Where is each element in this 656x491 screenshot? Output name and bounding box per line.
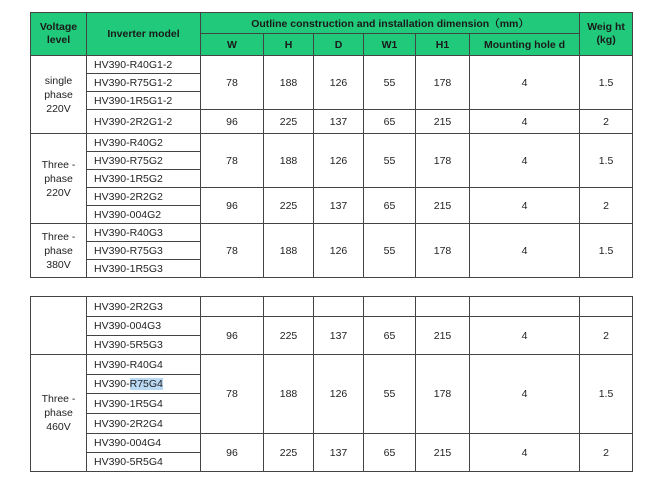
- dim-h: 225: [264, 110, 314, 134]
- dim-w: 96: [201, 188, 264, 224]
- header-voltage-level: Voltage level: [31, 13, 87, 56]
- dim-w: 78: [201, 56, 264, 110]
- dim-mounting-hole: 4: [470, 134, 580, 188]
- dim-w1: 55: [364, 224, 416, 278]
- header-w1: W1: [364, 34, 416, 56]
- model-cell: HV390-R40G2: [87, 134, 201, 152]
- model-cell: HV390-5R5G4: [87, 453, 201, 472]
- model-cell-selected[interactable]: [87, 375, 201, 394]
- dim-d: 137: [314, 317, 364, 355]
- header-inverter-model: Inverter model: [87, 13, 201, 56]
- dim-w: 78: [201, 224, 264, 278]
- header-h1: H1: [416, 34, 470, 56]
- dim-mounting-hole: 4: [470, 188, 580, 224]
- dim-d: 126: [314, 355, 364, 434]
- model-cell: HV390-1R5G2: [87, 170, 201, 188]
- dim-w1: 55: [364, 134, 416, 188]
- model-prefix: HV390-: [94, 378, 130, 390]
- dim-w1: 55: [364, 56, 416, 110]
- model-cell: HV390-R75G3: [87, 242, 201, 260]
- model-cell: HV390-R75G2: [87, 152, 201, 170]
- dim-weight: 1.5: [580, 355, 633, 434]
- dim-h1: 215: [416, 317, 470, 355]
- dim-w1: 65: [364, 110, 416, 134]
- voltage-level-cell: Three -phase 460V: [31, 355, 87, 472]
- dim-d: 137: [314, 110, 364, 134]
- dim-d: 126: [314, 56, 364, 110]
- voltage-level-cell: Three -phase 380V: [31, 224, 87, 278]
- model-cell: HV390-2R2G2: [87, 188, 201, 206]
- voltage-level-cell: single phase 220V: [31, 56, 87, 134]
- dim-d: 126: [314, 224, 364, 278]
- dim-mounting-hole: 4: [470, 56, 580, 110]
- model-cell: HV390-1R5G1-2: [87, 92, 201, 110]
- model-cell: HV390-004G2: [87, 206, 201, 224]
- dim-w: 78: [201, 355, 264, 434]
- dim-h: 188: [264, 56, 314, 110]
- dim-h: 188: [264, 355, 314, 434]
- dim-d: 137: [314, 188, 364, 224]
- dim-h: 188: [264, 134, 314, 188]
- model-cell: HV390-R40G1-2: [87, 56, 201, 74]
- dim-h1: 178: [416, 134, 470, 188]
- model-cell: HV390-5R5G3: [87, 336, 201, 355]
- empty-cell: [314, 297, 364, 317]
- dim-w1: 65: [364, 317, 416, 355]
- dim-w: 96: [201, 434, 264, 472]
- dimension-table-part-1: [30, 12, 633, 278]
- dim-mounting-hole: 4: [470, 110, 580, 134]
- dim-h: 188: [264, 224, 314, 278]
- model-cell: HV390-2R2G1-2: [87, 110, 201, 134]
- header-outline-dimension: Outline construction and installation dimension（mm）: [201, 13, 580, 34]
- dim-h1: 215: [416, 110, 470, 134]
- empty-cell: [580, 297, 633, 317]
- dim-h1: 215: [416, 434, 470, 472]
- dim-weight: 1.5: [580, 56, 633, 110]
- dim-weight: 1.5: [580, 134, 633, 188]
- dim-h1: 178: [416, 355, 470, 434]
- model-cell: HV390-R40G3: [87, 224, 201, 242]
- dim-h1: 178: [416, 224, 470, 278]
- dim-h: 225: [264, 434, 314, 472]
- dim-w1: 65: [364, 188, 416, 224]
- dim-h1: 215: [416, 188, 470, 224]
- dim-w: 78: [201, 134, 264, 188]
- dim-weight: 2: [580, 434, 633, 472]
- dim-weight: 2: [580, 188, 633, 224]
- model-cell: HV390-R40G4: [87, 355, 201, 375]
- empty-cell: [416, 297, 470, 317]
- model-cell: HV390-004G4: [87, 434, 201, 453]
- dim-w1: 65: [364, 434, 416, 472]
- dim-h: 225: [264, 188, 314, 224]
- dimension-table-part-2: [30, 296, 633, 472]
- dim-d: 137: [314, 434, 364, 472]
- dim-mounting-hole: 4: [470, 434, 580, 472]
- model-cell: HV390-R75G1-2: [87, 74, 201, 92]
- empty-cell: [364, 297, 416, 317]
- header-mounting-hole: Mounting hole d: [470, 34, 580, 56]
- dim-mounting-hole: 4: [470, 224, 580, 278]
- model-cell: HV390-004G3: [87, 317, 201, 336]
- dim-h1: 178: [416, 56, 470, 110]
- dim-mounting-hole: 4: [470, 317, 580, 355]
- voltage-level-cell: Three -phase 220V: [31, 134, 87, 224]
- header-h: H: [264, 34, 314, 56]
- header-weight: Weig ht (kg): [580, 13, 633, 56]
- dim-d: 126: [314, 134, 364, 188]
- dim-h: 225: [264, 317, 314, 355]
- header-w: W: [201, 34, 264, 56]
- empty-cell: [264, 297, 314, 317]
- model-cell: HV390-1R5G3: [87, 260, 201, 278]
- dim-w1: 55: [364, 355, 416, 434]
- dim-weight: 1.5: [580, 224, 633, 278]
- selected-text[interactable]: R75G4: [129, 378, 163, 390]
- dim-w: 96: [201, 317, 264, 355]
- voltage-level-cell: [31, 297, 87, 355]
- empty-cell: [201, 297, 264, 317]
- model-cell: HV390-1R5G4: [87, 394, 201, 414]
- dim-mounting-hole: 4: [470, 355, 580, 434]
- model-cell: HV390-2R2G4: [87, 414, 201, 434]
- model-cell: HV390-2R2G3: [87, 297, 201, 317]
- dim-w: 96: [201, 110, 264, 134]
- empty-cell: [470, 297, 580, 317]
- header-d: D: [314, 34, 364, 56]
- dim-weight: 2: [580, 317, 633, 355]
- dim-weight: 2: [580, 110, 633, 134]
